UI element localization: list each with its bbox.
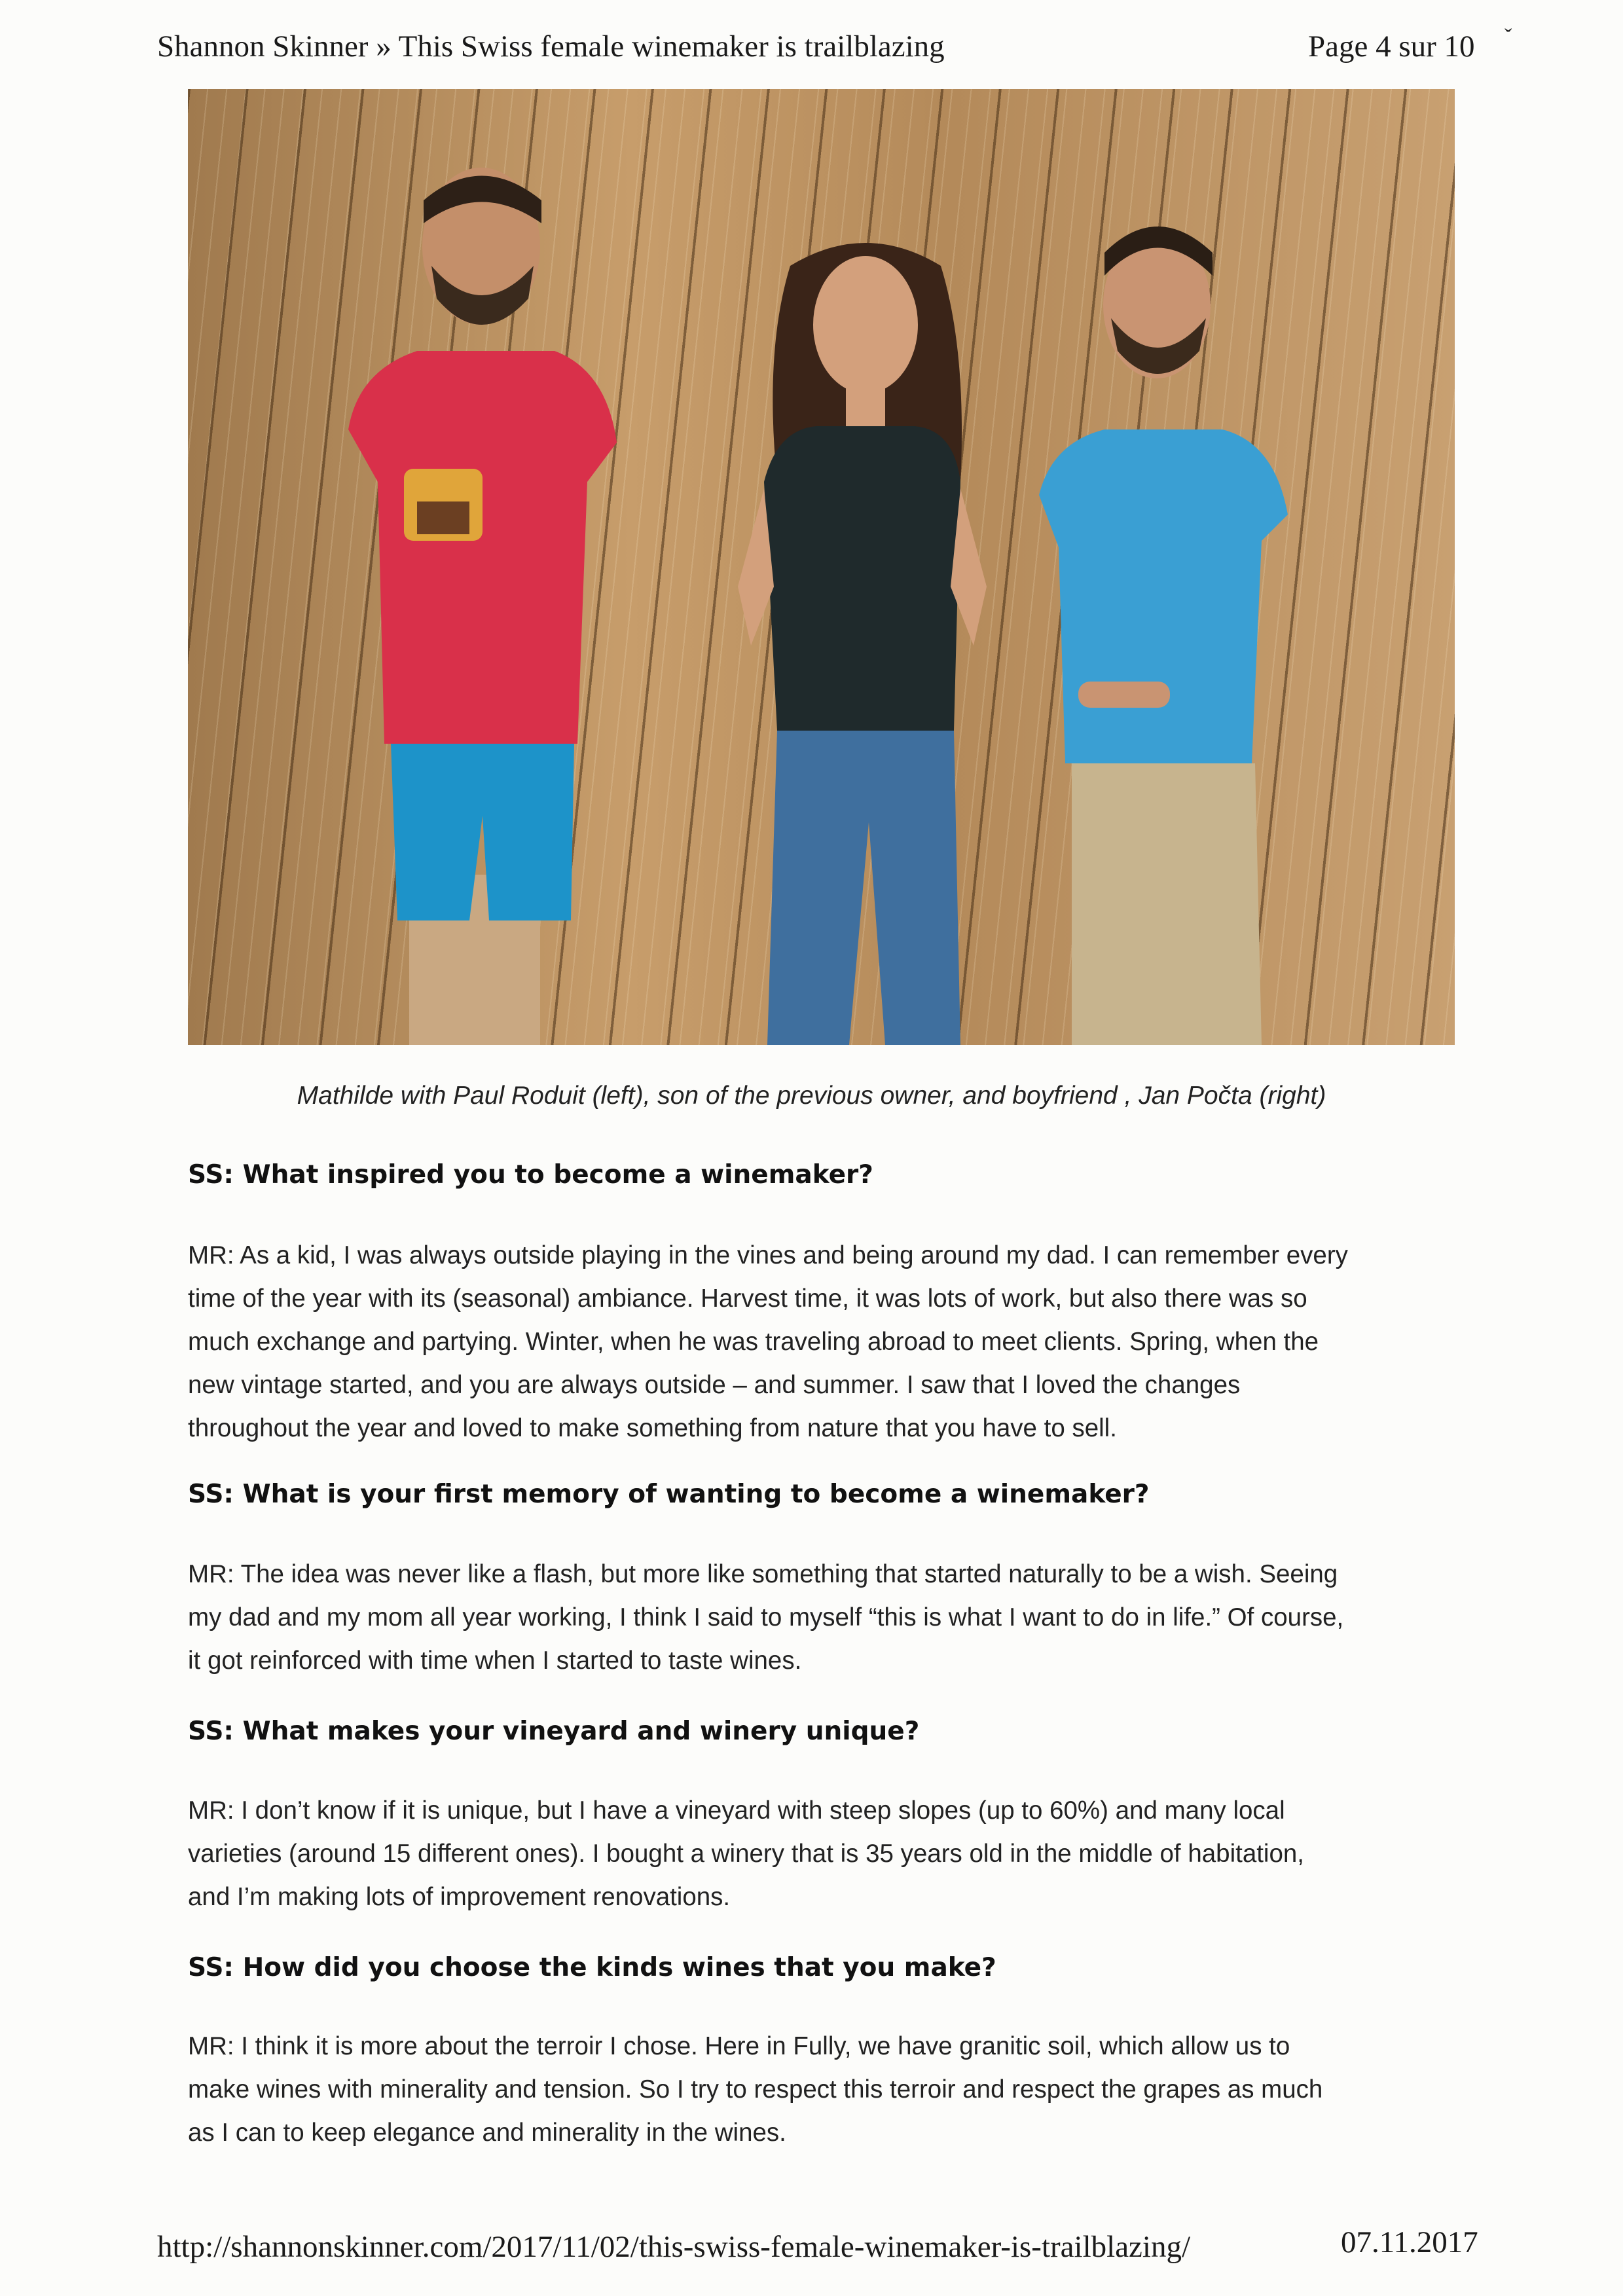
answer-paragraph [188, 1789, 1478, 1919]
answer-line: varieties (around 15 different ones). I bought a winery that is 35 years old in the middle of habitation, [188, 1840, 1304, 1868]
answer-paragraph [188, 1553, 1478, 1683]
answer-line: make wines with minerality and tension. So I try to respect this terroir and respect the grapes as much [188, 2075, 1323, 2104]
question-heading: SS: How did you choose the kinds wines that you make? [188, 1953, 996, 1982]
answer-line: throughout the year and loved to make something from nature that you have to sell. [188, 1414, 1117, 1442]
answer-line: time of the year with its (seasonal) ambiance. Harvest time, it was lots of work, but also there was so [188, 1285, 1307, 1313]
answer-line: and I’m making lots of improvement renovations. [188, 1883, 731, 1911]
question-heading: SS: What is your first memory of wanting to become a winemaker? [188, 1480, 1150, 1509]
footer-date: 07.11.2017 [1341, 2225, 1478, 2259]
answer-line: my dad and my mom all year working, I think I said to myself “this is what I want to do in life.” Of course, [188, 1603, 1344, 1631]
person-right [1039, 227, 1288, 1045]
answer-line: as I can to keep elegance and minerality in the wines. [188, 2119, 786, 2147]
page-number: Page 4 sur 10 [1308, 29, 1475, 64]
answer-line: much exchange and partying. Winter, when he was traveling abroad to meet clients. Spring, when the [188, 1328, 1319, 1356]
photo-people-illustration [188, 89, 1455, 1045]
portrait-photo [188, 89, 1455, 1045]
person-left [348, 168, 617, 1045]
person-middle [738, 243, 987, 1045]
answer-line: MR: As a kid, I was always outside playing in the vines and being around my dad. I can remember every [188, 1241, 1348, 1269]
answer-line: it got reinforced with time when I started to taste wines. [188, 1647, 802, 1675]
answer-line: MR: I don’t know if it is unique, but I have a vineyard with steep slopes (up to 60%) and many local [188, 1796, 1285, 1825]
running-header-title: Shannon Skinner » This Swiss female winemaker is trailblazing [157, 29, 945, 64]
question-heading: SS: What inspired you to become a winemaker? [188, 1160, 873, 1190]
answer-line: MR: The idea was never like a flash, but more like something that started naturally to be a wish. Seeing [188, 1560, 1338, 1588]
stray-mark: ˇ [1504, 25, 1512, 49]
answer-line: MR: I think it is more about the terroir I chose. Here in Fully, we have granitic soil, which allow us to [188, 2032, 1290, 2060]
footer-url: http://shannonskinner.com/2017/11/02/this-swiss-female-winemaker-is-trailblazing/ [157, 2230, 1191, 2264]
answer-paragraph [188, 1234, 1478, 1450]
photo-caption: Mathilde with Paul Roduit (left), son of the previous owner, and boyfriend , Jan Počta (right) [297, 1082, 1326, 1110]
question-heading: SS: What makes your vineyard and winery unique? [188, 1717, 920, 1746]
answer-paragraph [188, 2025, 1478, 2155]
answer-line: new vintage started, and you are always outside – and summer. I saw that I loved the changes [188, 1371, 1241, 1399]
